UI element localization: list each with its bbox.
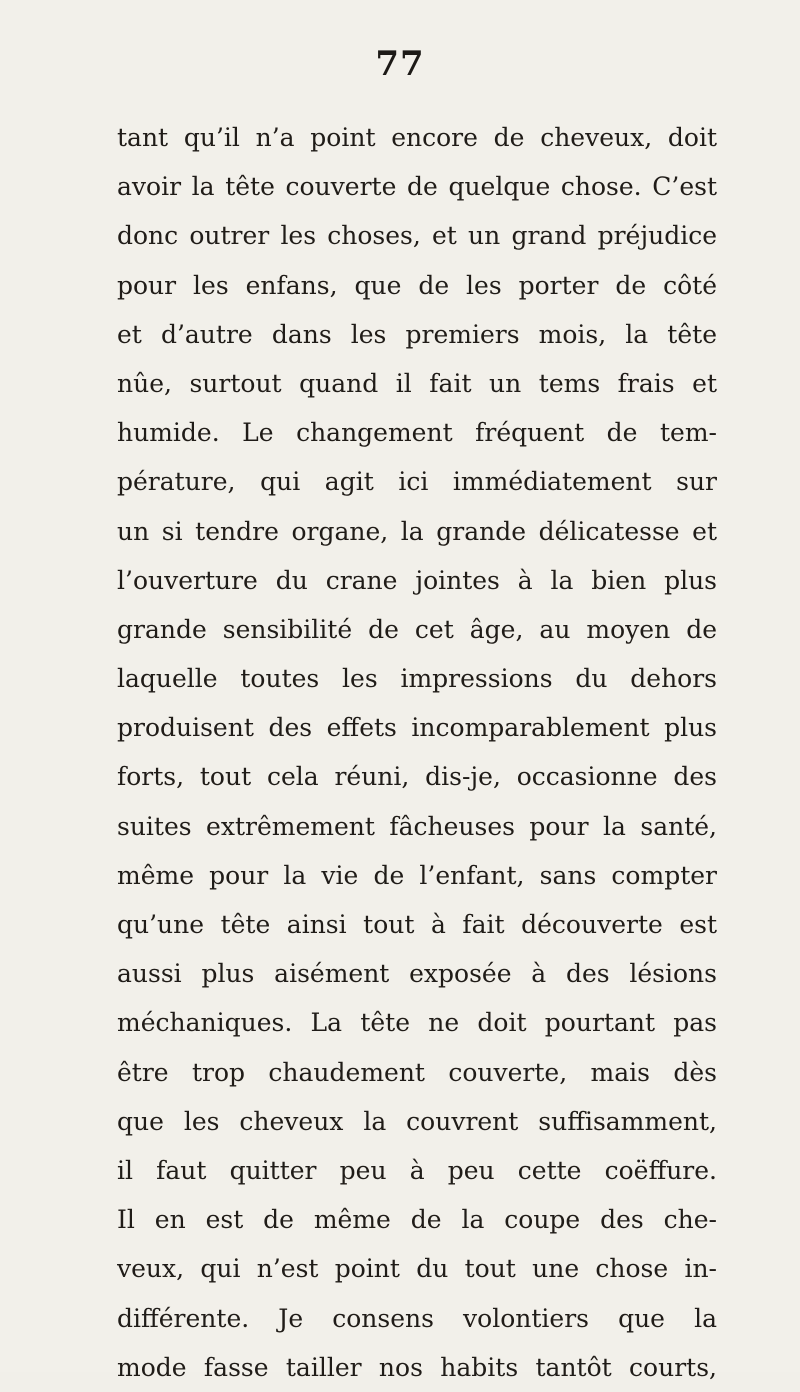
text-line: produisent des effets incomparablement plus bbox=[117, 713, 717, 743]
text-line: qu’une tête ainsi tout à fait découverte est bbox=[117, 910, 717, 939]
text-line: et d’autre dans les premiers mois, la tête bbox=[117, 319, 717, 349]
text-line: tant qu’il n’a point encore de cheveux, doit bbox=[117, 123, 717, 152]
text-line: être trop chaudement couverte, mais dès bbox=[117, 1057, 717, 1087]
text-line: pour les enfans, que de les porter de côté bbox=[117, 270, 717, 300]
text-line: mode fasse tailler nos habits tantôt courts, bbox=[117, 1352, 717, 1382]
text-line: suites extrêmement fâcheuses pour la santé, bbox=[117, 811, 717, 841]
body-text bbox=[117, 113, 717, 1392]
text-line: pérature, qui agit ici immédiatement sur bbox=[117, 467, 717, 497]
text-line: grande sensibilité de cet âge, au moyen de bbox=[117, 614, 717, 644]
text-line: différente. Je consens volontiers que la bbox=[117, 1303, 717, 1333]
text-line: donc outrer les choses, et un grand préjudice bbox=[117, 221, 717, 251]
page-number: 77 bbox=[375, 44, 425, 84]
text-line: aussi plus aisément exposée à des lésions bbox=[117, 959, 717, 989]
text-line: l’ouverture du crane jointes à la bien plus bbox=[117, 565, 717, 595]
text-line: avoir la tête couverte de quelque chose. C’est bbox=[117, 172, 717, 202]
text-line: que les cheveux la couvrent suffisamment, bbox=[117, 1106, 717, 1136]
text-line: même pour la vie de l’enfant, sans compter bbox=[117, 860, 717, 890]
text-line: Il en est de même de la coupe des che- bbox=[117, 1205, 717, 1235]
text-line: un si tendre organe, la grande délicatesse et bbox=[117, 516, 717, 546]
text-line: forts, tout cela réuni, dis-je, occasionne des bbox=[117, 762, 717, 792]
text-line: méchaniques. La tête ne doit pourtant pas bbox=[117, 1008, 717, 1038]
text-line: humide. Le changement fréquent de tem- bbox=[117, 418, 717, 448]
text-line: veux, qui n’est point du tout une chose in- bbox=[117, 1254, 717, 1284]
text-line: il faut quitter peu à peu cette coëffure. bbox=[117, 1155, 717, 1185]
text-line: nûe, surtout quand il fait un tems frais et bbox=[117, 368, 717, 398]
text-line: laquelle toutes les impressions du dehors bbox=[117, 664, 717, 694]
